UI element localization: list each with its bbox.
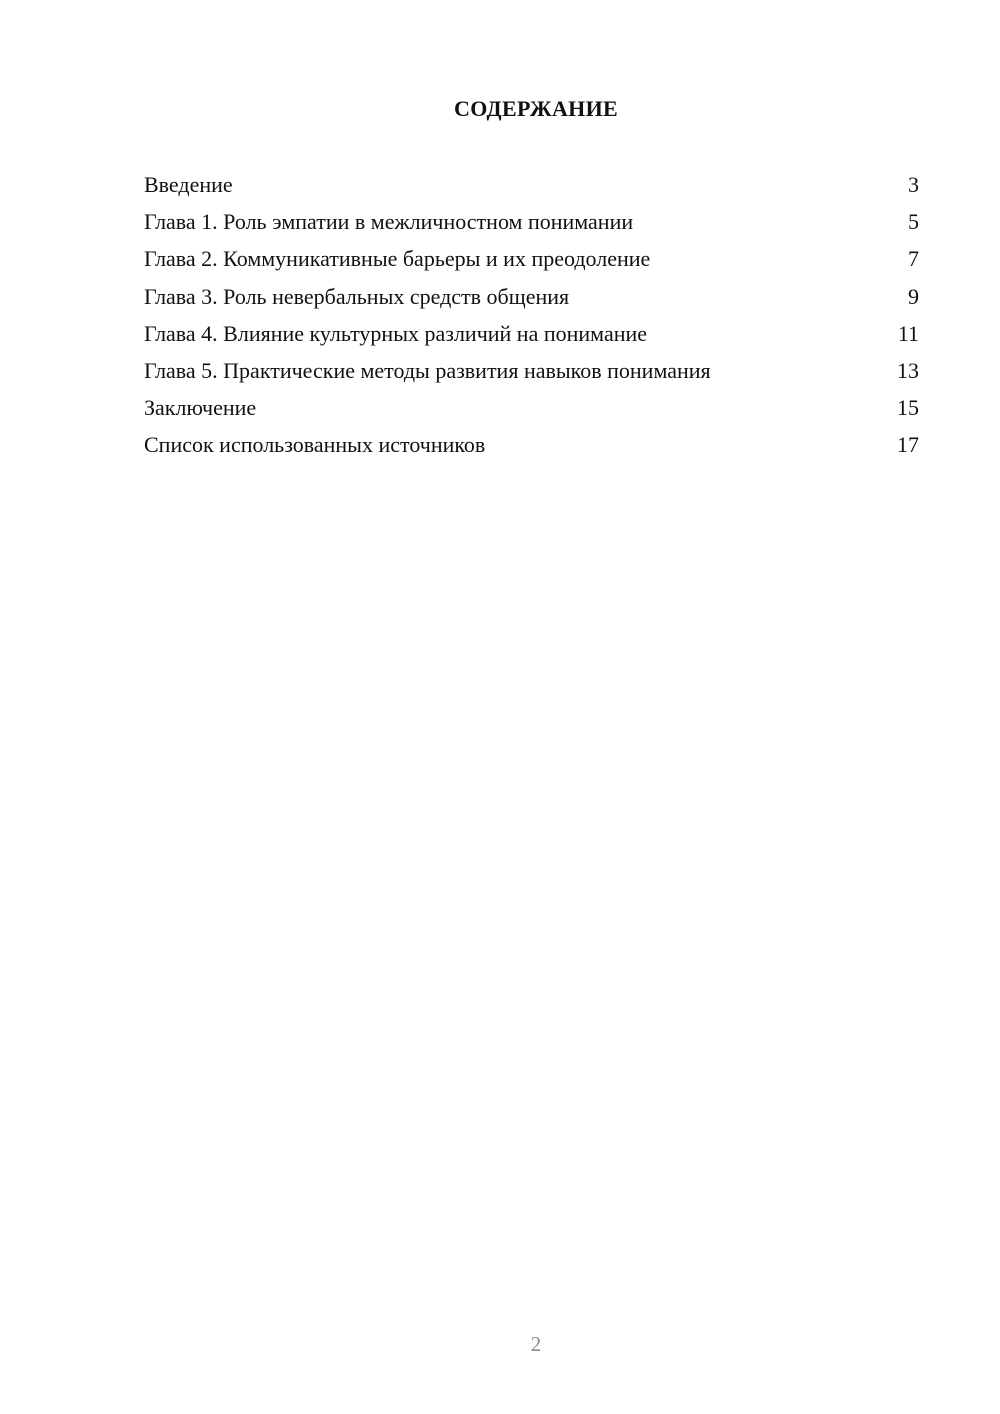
toc-entry-label: Глава 5. Практические методы развития навыков понимания <box>144 357 711 383</box>
toc-entry-label: Глава 3. Роль невербальных средств общения <box>144 283 570 309</box>
toc-entry-page: 9 <box>908 283 919 309</box>
toc-title: СОДЕРЖАНИЕ <box>454 96 618 121</box>
toc-entry-chapter-5 <box>144 354 919 391</box>
toc-entry-chapter-2 <box>144 242 919 279</box>
toc-entry-page: 5 <box>908 209 919 235</box>
toc-entry-page: 3 <box>908 172 919 197</box>
toc-entry-page: 15 <box>897 395 919 421</box>
toc-entry-label: Заключение <box>144 395 257 421</box>
table-of-contents <box>144 168 919 466</box>
toc-entry-chapter-3 <box>144 280 919 317</box>
toc-entry-label: Глава 4. Влияние культурных различий на понимание <box>144 320 648 346</box>
toc-entry-page: 17 <box>897 432 919 458</box>
toc-entry-label: Глава 2. Коммуникативные барьеры и их преодоление <box>144 246 651 272</box>
toc-entry-chapter-4 <box>144 317 919 354</box>
toc-entry-references <box>144 428 919 465</box>
toc-entry-conclusion <box>144 391 919 428</box>
toc-entry-page: 7 <box>908 246 919 272</box>
toc-entry-label: Список использованных источников <box>144 432 486 458</box>
toc-entry-introduction <box>144 168 919 205</box>
toc-entry-chapter-1 <box>144 205 919 242</box>
toc-entry-label: Введение <box>144 172 233 197</box>
toc-entry-page: 13 <box>897 357 919 383</box>
toc-entry-page: 11 <box>897 320 919 346</box>
toc-entry-label: Глава 1. Роль эмпатии в межличностном понимании <box>144 209 634 235</box>
page-number: 2 <box>530 1332 542 1356</box>
